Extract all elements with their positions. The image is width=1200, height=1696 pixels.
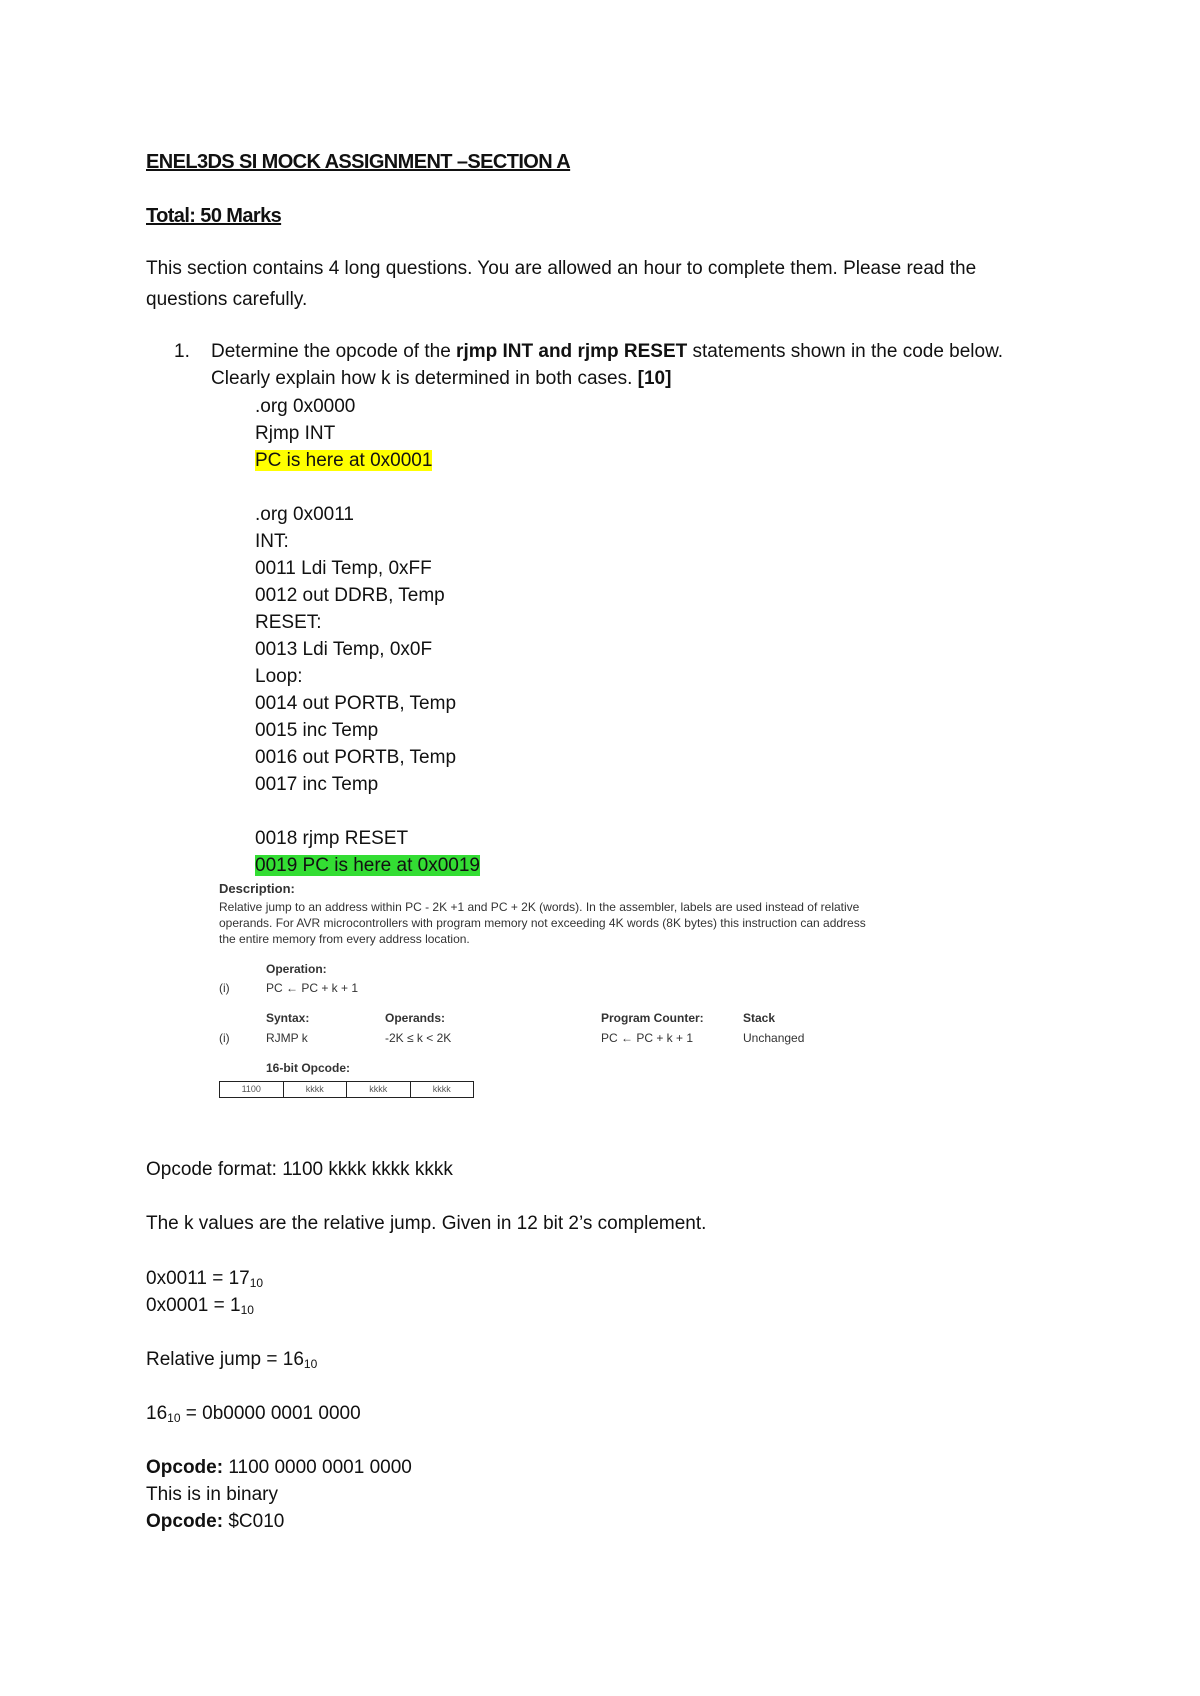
code-pc-here-2 xyxy=(255,854,480,878)
spec-desc-line-3: the entire memory from every address location. xyxy=(219,932,470,946)
code-line-0014: 0014 out PORTB, Temp xyxy=(255,693,457,714)
equation-1 xyxy=(146,1267,263,1291)
code-pc-here-1 xyxy=(255,449,432,473)
document-title: ENEL3DS SI MOCK ASSIGNMENT –SECTION A xyxy=(146,151,571,173)
equation-1-text: 0x0011 = 17 xyxy=(146,1268,250,1289)
code-line-0013: 0013 Ldi Temp, 0x0F xyxy=(255,639,433,660)
code-int-label: INT: xyxy=(255,531,289,552)
question-number: 1. xyxy=(174,341,190,362)
q1-line2-text: Clearly explain how k is determined in both cases. xyxy=(211,368,638,389)
binary-conversion-result: = 0b0000 0001 0000 xyxy=(180,1403,361,1424)
code-org-2: .org 0x0011 xyxy=(255,504,354,525)
spec-desc-line-1: Relative jump to an address within PC - 2K +1 and PC + 2K (words). In the assembler, labels are used instead of relative xyxy=(219,900,860,914)
q1-text-bold: rjmp INT and rjmp RESET xyxy=(456,341,688,362)
spec-syntax: RJMP k xyxy=(266,1031,308,1045)
spec-stack-value: Unchanged xyxy=(743,1031,805,1045)
opcode-format-line xyxy=(146,1158,453,1182)
spec-operation-label: Operation: xyxy=(266,962,327,976)
opcode-table xyxy=(219,1081,474,1098)
base-subscript: 10 xyxy=(167,1411,181,1425)
base-subscript: 10 xyxy=(240,1303,254,1317)
opcode-hex-line xyxy=(146,1510,284,1534)
opcode-binary-value: 1100 0000 0001 0000 xyxy=(228,1457,412,1478)
q1-marks: [10] xyxy=(637,368,672,389)
spec-pc-label: Program Counter: xyxy=(601,1011,704,1025)
q1-text-a: Determine the opcode of the xyxy=(211,341,457,362)
opcode-hex-label: Opcode: xyxy=(146,1511,229,1532)
opcode-binary-label: Opcode: xyxy=(146,1457,229,1478)
k-values-explanation: The k values are the relative jump. Given in 12 bit 2’s complement. xyxy=(146,1213,707,1234)
spec-operation-number: (i) xyxy=(219,981,230,995)
spec-desc-line-2: operands. For AVR microcontrollers with program memory not exceeding 4K words (8K bytes) this instruction can address xyxy=(219,916,866,930)
highlight-yellow: PC is here at 0x0001 xyxy=(255,450,433,471)
spec-opcode-label: 16-bit Opcode: xyxy=(266,1061,351,1075)
spec-operands: -2K ≤ k < 2K xyxy=(385,1031,452,1045)
code-line-0011: 0011 Ldi Temp, 0xFF xyxy=(255,558,432,579)
code-rjmp-int: Rjmp INT xyxy=(255,423,336,444)
binary-conversion-line xyxy=(146,1402,361,1426)
spec-stack-label: Stack xyxy=(743,1011,776,1025)
spec-syntax-label: Syntax: xyxy=(266,1011,310,1025)
relative-jump-text: Relative jump = 16 xyxy=(146,1349,304,1370)
opcode-cell: 1100 xyxy=(220,1082,284,1097)
code-line-0012: 0012 out DDRB, Temp xyxy=(255,585,445,606)
spec-operands-label: Operands: xyxy=(385,1011,446,1025)
spec-syntax-number: (i) xyxy=(219,1031,230,1045)
highlight-green: 0019 PC is here at 0x0019 xyxy=(255,855,480,876)
opcode-binary-line xyxy=(146,1456,412,1480)
opcode-format-label: Opcode format: xyxy=(146,1159,283,1180)
code-reset-label: RESET: xyxy=(255,612,322,633)
intro-line-2: questions carefully. xyxy=(146,289,308,310)
base-subscript: 10 xyxy=(303,1357,318,1371)
opcode-cell: kkkk xyxy=(284,1082,348,1097)
total-marks: Total: 50 Marks xyxy=(146,205,282,227)
intro-line-1: This section contains 4 long questions. You are allowed an hour to complete them. Please read the xyxy=(146,258,977,279)
binary-note: This is in binary xyxy=(146,1484,278,1505)
spec-description-label: Description: xyxy=(219,881,295,896)
code-line-0018: 0018 rjmp RESET xyxy=(255,828,409,849)
code-loop-label: Loop: xyxy=(255,666,303,687)
binary-conversion-value: 16 xyxy=(146,1403,168,1424)
code-org-1: .org 0x0000 xyxy=(255,396,356,417)
spec-pc-value: PC ← PC + k + 1 xyxy=(601,1031,694,1045)
equation-2-text: 0x0001 = 1 xyxy=(146,1295,241,1316)
code-line-0015: 0015 inc Temp xyxy=(255,720,379,741)
opcode-cell: kkkk xyxy=(432,1084,451,1094)
opcode-hex-value: $C010 xyxy=(228,1511,285,1532)
question-1-line-2 xyxy=(211,367,671,391)
opcode-format-value: 1100 kkkk kkkk kkkk xyxy=(282,1159,453,1180)
code-line-0016: 0016 out PORTB, Temp xyxy=(255,747,457,768)
code-line-0017: 0017 inc Temp xyxy=(255,774,379,795)
base-subscript: 10 xyxy=(249,1276,264,1290)
question-1-line-1 xyxy=(211,340,1003,364)
q1-text-c: statements shown in the code below. xyxy=(687,341,1004,362)
relative-jump-line xyxy=(146,1348,317,1372)
opcode-cell: kkkk xyxy=(347,1082,411,1097)
spec-operation: PC ← PC + k + 1 xyxy=(266,981,359,995)
equation-2 xyxy=(146,1294,254,1318)
